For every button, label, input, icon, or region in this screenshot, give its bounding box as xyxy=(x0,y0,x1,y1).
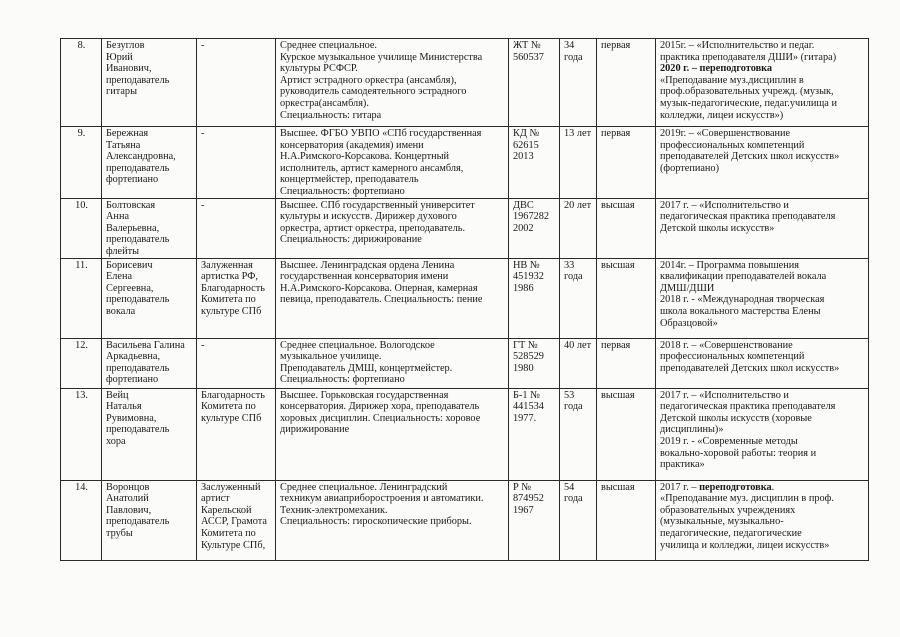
education-line: Курское музыкальное училище Министерства xyxy=(280,51,483,63)
experience-cell xyxy=(560,39,597,127)
name-line: преподаватель xyxy=(106,516,170,528)
name-cell xyxy=(102,198,197,258)
row-number: 13. xyxy=(75,389,88,401)
awards-line: артист xyxy=(201,493,230,505)
name-line: Рувимовна, xyxy=(106,412,157,424)
name-line: Иванович, xyxy=(106,63,152,75)
education-line: культуры и искусств. Дирижер духового xyxy=(280,211,457,223)
training-line: вокально-хоровой работы: теория и xyxy=(660,447,817,459)
name-line: преподаватель xyxy=(106,362,170,374)
category-cell xyxy=(597,39,656,127)
diploma-line: 874952 xyxy=(513,493,544,505)
awards-line: Комитета по xyxy=(201,401,256,413)
training-line-suffix: . xyxy=(771,481,775,493)
name-line: преподаватель xyxy=(106,234,170,246)
diploma-line: ГТ № xyxy=(513,339,538,351)
training-line: педагогические, педагогические xyxy=(660,527,802,539)
education-line: консерватория (академия) имени xyxy=(280,139,424,151)
table-row xyxy=(61,39,869,127)
name-line: преподаватель xyxy=(106,294,170,306)
diploma-line: 441534 xyxy=(513,401,544,413)
experience-line: года xyxy=(564,401,583,413)
name-line: Аркадьевна, xyxy=(106,351,161,363)
education-cell xyxy=(276,258,509,338)
training-line: практика преподавателя ДШИ» (гитара) xyxy=(660,51,837,63)
row-number: 14. xyxy=(75,481,88,493)
name-line: Юрий xyxy=(106,51,133,63)
training-line: школа вокального мастерства Елены xyxy=(660,305,821,317)
training-line: профессиональных компетенций xyxy=(660,139,805,151)
row-number: 8. xyxy=(77,40,86,51)
awards-line: Залуженная xyxy=(201,259,253,271)
training-line: «Преподавание муз. дисциплин в проф. xyxy=(660,493,834,505)
category-cell xyxy=(597,127,656,199)
experience-cell xyxy=(560,480,597,560)
training-cell xyxy=(656,198,869,258)
training-cell xyxy=(656,388,869,480)
name-cell xyxy=(102,258,197,338)
diploma-cell xyxy=(509,480,560,560)
training-line: 2018 г. – «Совершенствование xyxy=(660,339,793,351)
awards-line: артистка РФ, xyxy=(201,271,258,283)
education-line: Специальность: гироскопические приборы. xyxy=(280,516,472,528)
training-line: Детской школы искусств (хоровые xyxy=(660,412,812,424)
diploma-line: 560537 xyxy=(513,51,544,63)
experience-line: 34 xyxy=(564,40,575,51)
category-value: высшая xyxy=(601,199,635,211)
training-line: музык-педагогические, педаг.училища и xyxy=(660,97,837,109)
category-cell xyxy=(597,258,656,338)
name-line: вокала xyxy=(106,305,136,317)
education-line: оркестра(ансамбля). xyxy=(280,97,369,109)
training-line: преподавателей Детских школ искусств» xyxy=(660,362,840,374)
diploma-line: 1967 xyxy=(513,504,534,516)
name-line: Валерьевна, xyxy=(106,222,160,234)
name-line: фортепиано xyxy=(106,374,159,386)
education-line: Среднее специальное. Ленинградский xyxy=(280,481,448,493)
table-row xyxy=(61,388,869,480)
category-value: первая xyxy=(601,40,631,51)
name-line: Сергеевна, xyxy=(106,282,154,294)
table-row xyxy=(61,198,869,258)
diploma-line: НВ № xyxy=(513,259,540,271)
education-line: хоровых дисциплин. Специальность: хоровое xyxy=(280,412,481,424)
name-line: Александровна, xyxy=(106,151,176,163)
training-line: (фортепиано) xyxy=(660,162,720,174)
experience-cell xyxy=(560,338,597,388)
education-line: Среднее специальное. Вологодское xyxy=(280,339,435,351)
training-line: 2018 г. - «Международная творческая xyxy=(660,294,825,306)
diploma-cell xyxy=(509,127,560,199)
training-line: квалификации преподавателей вокала xyxy=(660,271,827,283)
training-line: преподавателей Детских школ искусств» xyxy=(660,151,840,163)
name-cell xyxy=(102,338,197,388)
awards-line: - xyxy=(201,199,205,211)
education-cell xyxy=(276,480,509,560)
name-line: Татьяна xyxy=(106,139,141,151)
awards-line: Комитета по xyxy=(201,294,256,306)
row-number-cell xyxy=(61,198,102,258)
experience-line: 40 лет xyxy=(564,339,592,351)
experience-line: 53 xyxy=(564,389,575,401)
education-line: Специальность: дирижирование xyxy=(280,234,422,246)
name-line: фортепиано xyxy=(106,174,159,186)
category-value: первая xyxy=(601,128,631,139)
training-cell xyxy=(656,39,869,127)
name-line: Наталья xyxy=(106,401,142,413)
experience-line: 33 xyxy=(564,259,575,271)
name-cell xyxy=(102,127,197,199)
name-line: Бережная xyxy=(106,128,149,139)
diploma-cell xyxy=(509,258,560,338)
education-line: Высшее. СПб государственный университет xyxy=(280,199,475,211)
diploma-cell xyxy=(509,39,560,127)
name-line: Васильева Галина xyxy=(106,339,185,351)
row-number: 11. xyxy=(75,259,88,271)
awards-line: культуре СПб xyxy=(201,412,262,424)
name-line: преподаватель xyxy=(106,162,170,174)
education-line: Техник-электромеханик. xyxy=(280,504,388,516)
awards-line: Карельской xyxy=(201,504,252,516)
training-line-emphasis: переподготовка xyxy=(699,481,772,493)
training-line: 2019 г. - «Современные методы xyxy=(660,435,798,447)
name-line: преподаватель xyxy=(106,424,170,436)
diploma-line: 1967282 xyxy=(513,211,550,223)
staff-table xyxy=(60,38,869,561)
education-line: музыкальное училище. xyxy=(280,351,382,363)
diploma-line: 62615 xyxy=(513,139,539,151)
training-line: педагогическая практика преподавателя xyxy=(660,401,836,413)
training-line: Образцовой» xyxy=(660,317,718,329)
name-line: Елена xyxy=(106,271,133,283)
training-line: «Преподавание муз.дисциплин в xyxy=(660,74,804,86)
name-cell xyxy=(102,388,197,480)
education-line: Высшее. ФГБО УВПО «СПб государственная xyxy=(280,128,482,139)
education-cell xyxy=(276,39,509,127)
awards-cell xyxy=(197,39,276,127)
experience-line: 20 лет xyxy=(564,199,592,211)
name-line: Анна xyxy=(106,211,130,223)
training-line: 2020 г. – переподготовка xyxy=(660,63,773,75)
category-value: первая xyxy=(601,339,631,351)
training-line: 2014г. – Программа повышения xyxy=(660,259,800,271)
awards-cell xyxy=(197,388,276,480)
diploma-cell xyxy=(509,198,560,258)
education-line: Н.А.Римского-Корсакова. Оперная, камерная xyxy=(280,282,478,294)
training-line: 2019г. – «Совершенствование xyxy=(660,128,791,139)
education-line: Высшее. Ленинградская ордена Ленина xyxy=(280,259,455,271)
name-line: Борисевич xyxy=(106,259,153,271)
education-cell xyxy=(276,198,509,258)
name-line: хора xyxy=(106,435,126,447)
education-line: техникум авиаприборостроения и автоматики. xyxy=(280,493,484,505)
awards-line: Благодарность xyxy=(201,389,265,401)
row-number-cell xyxy=(61,127,102,199)
table-row xyxy=(61,127,869,199)
diploma-line: 451932 xyxy=(513,271,544,283)
name-line: трубы xyxy=(106,527,133,539)
row-number-cell xyxy=(61,258,102,338)
experience-cell xyxy=(560,127,597,199)
training-line: профессиональных компетенций xyxy=(660,351,805,363)
diploma-line: 1980 xyxy=(513,362,534,374)
table-row xyxy=(61,338,869,388)
training-line: колледжи, лицеи искусств») xyxy=(660,109,784,121)
diploma-cell xyxy=(509,338,560,388)
education-line: Высшее. Горьковская государственная xyxy=(280,389,449,401)
category-cell xyxy=(597,198,656,258)
name-line: Вейц xyxy=(106,389,129,401)
awards-cell xyxy=(197,338,276,388)
name-line: гитары xyxy=(106,86,137,98)
training-line-prefix: 2017 г. – xyxy=(660,481,700,493)
table-row xyxy=(61,480,869,560)
category-value: высшая xyxy=(601,389,635,401)
name-line: Воронцов xyxy=(106,481,150,493)
diploma-line: ЖТ № xyxy=(513,40,541,51)
diploma-line: КД № xyxy=(513,128,540,139)
diploma-line: 2013 xyxy=(513,151,534,163)
row-number-cell xyxy=(61,480,102,560)
diploma-line: ДВС xyxy=(513,199,534,211)
education-line: Специальность: гитара xyxy=(280,109,382,121)
name-line: флейты xyxy=(106,245,140,257)
diploma-line: 528529 xyxy=(513,351,544,363)
education-line: руководитель самодеятельного эстрадного xyxy=(280,86,467,98)
education-line: Специальность: фортепиано xyxy=(280,374,405,386)
experience-line: года xyxy=(564,493,583,505)
diploma-line: Б-1 № xyxy=(513,389,540,401)
name-line: Павлович, xyxy=(106,504,152,516)
training-line: 2017 г. – «Исполнительство и xyxy=(660,389,789,401)
table-body xyxy=(61,39,869,561)
education-line: исполнитель, артист камерного ансамбля, xyxy=(280,162,464,174)
category-value: высшая xyxy=(601,259,635,271)
category-value: высшая xyxy=(601,481,635,493)
category-cell xyxy=(597,338,656,388)
education-line: дирижирование xyxy=(280,424,350,436)
name-line: преподаватель xyxy=(106,74,170,86)
training-cell xyxy=(656,338,869,388)
training-line: практика» xyxy=(660,459,705,471)
experience-cell xyxy=(560,198,597,258)
experience-line: года xyxy=(564,271,583,283)
experience-cell xyxy=(560,388,597,480)
education-line: Н.А.Римского-Корсакова. Концертный xyxy=(280,151,450,163)
awards-line: Культуре СПб, xyxy=(201,539,266,551)
education-line: концертмейстер, преподаватель xyxy=(280,174,419,186)
awards-cell xyxy=(197,258,276,338)
experience-line: 13 лет xyxy=(564,128,592,139)
name-cell xyxy=(102,480,197,560)
diploma-line: 1986 xyxy=(513,282,534,294)
training-line: образовательных учреждениях xyxy=(660,504,796,516)
diploma-line: Р № xyxy=(513,481,532,493)
row-number: 9. xyxy=(77,128,86,139)
education-line: певица, преподаватель. Специальность: пение xyxy=(280,294,483,306)
awards-line: Благодарность xyxy=(201,282,265,294)
row-number: 12. xyxy=(75,339,88,351)
row-number: 10. xyxy=(75,199,88,211)
awards-line: Заслуженный xyxy=(201,481,261,493)
education-line: консерватория. Дирижер хора, преподаватель xyxy=(280,401,480,413)
awards-cell xyxy=(197,480,276,560)
row-number-cell xyxy=(61,39,102,127)
awards-line: Комитета по xyxy=(201,527,256,539)
name-line: Безуглов xyxy=(106,40,145,51)
training-cell xyxy=(656,480,869,560)
diploma-line: 1977. xyxy=(513,412,537,424)
experience-line: 54 xyxy=(564,481,575,493)
category-cell xyxy=(597,480,656,560)
training-line: дисциплины)» xyxy=(660,424,724,436)
training-line: педагогическая практика преподавателя xyxy=(660,211,836,223)
education-cell xyxy=(276,388,509,480)
education-line: Артист эстрадного оркестра (ансамбля), xyxy=(280,74,457,86)
category-cell xyxy=(597,388,656,480)
table-row xyxy=(61,258,869,338)
training-line: 2015г. – «Исполнительство и педаг. xyxy=(660,40,815,51)
education-cell xyxy=(276,127,509,199)
training-cell xyxy=(656,258,869,338)
education-line: Специальность: фортепиано xyxy=(280,185,405,197)
awards-line: - xyxy=(201,339,205,351)
row-number-cell xyxy=(61,388,102,480)
name-line: Болтовская xyxy=(106,199,156,211)
awards-line: - xyxy=(201,128,205,139)
name-line: Анатолий xyxy=(106,493,149,505)
training-line: 2017 г. – «Исполнительство и xyxy=(660,199,789,211)
diploma-cell xyxy=(509,388,560,480)
name-cell xyxy=(102,39,197,127)
education-line: государственная консерватория имени xyxy=(280,271,449,283)
awards-line: - xyxy=(201,40,205,51)
education-line: культуры РСФСР. xyxy=(280,63,358,75)
awards-line: культуре СПб xyxy=(201,305,262,317)
awards-cell xyxy=(197,198,276,258)
diploma-line: 2002 xyxy=(513,222,534,234)
training-line: Детской школы искусств» xyxy=(660,222,775,234)
experience-cell xyxy=(560,258,597,338)
training-line xyxy=(660,482,865,494)
awards-line: АССР, Грамота xyxy=(201,516,267,528)
experience-line: года xyxy=(564,51,583,63)
training-line: ДМШ/ДШИ xyxy=(660,282,715,294)
education-line: оркестра, артист оркестра, преподаватель. xyxy=(280,222,466,234)
training-cell xyxy=(656,127,869,199)
education-line: Среднее специальное. xyxy=(280,40,378,51)
education-line: Преподаватель ДМШ, концертмейстер. xyxy=(280,362,453,374)
row-number-cell xyxy=(61,338,102,388)
education-cell xyxy=(276,338,509,388)
awards-cell xyxy=(197,127,276,199)
training-line: (музыкальные, музыкально- xyxy=(660,516,784,528)
training-line: училища и колледжи, лицеи искусств» xyxy=(660,539,830,551)
training-line: проф.образовательных учрежд. (музык, xyxy=(660,86,834,98)
